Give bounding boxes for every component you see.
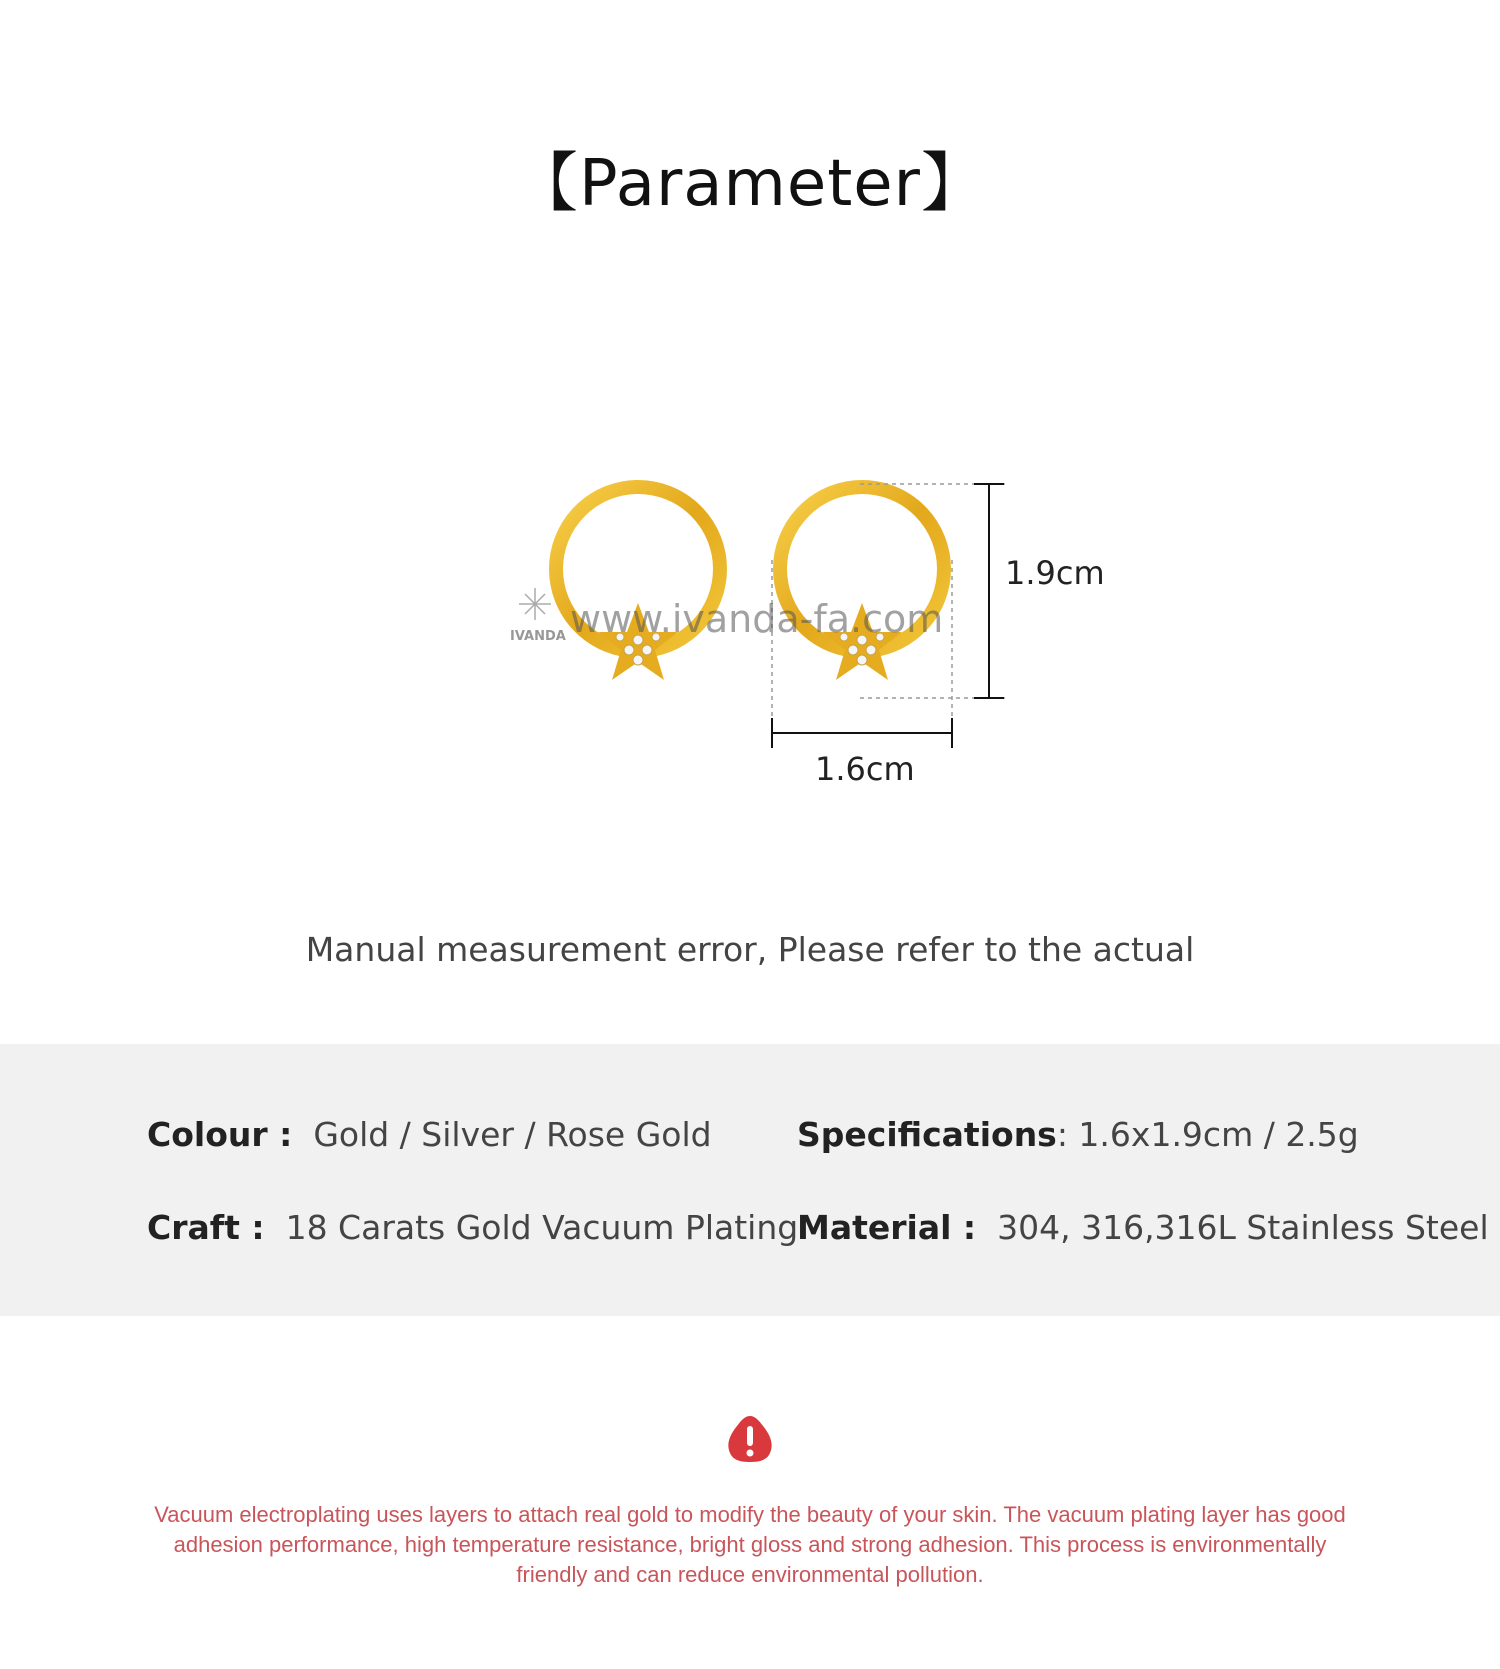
spec-colour-value: Gold / Silver / Rose Gold <box>313 1115 712 1154</box>
spec-craft-value: 18 Carats Gold Vacuum Plating <box>285 1208 799 1247</box>
spec-material <box>797 1208 1489 1247</box>
spec-panel <box>0 1044 1500 1316</box>
spec-material-label: Material : <box>797 1208 977 1247</box>
width-dimension-line <box>772 718 952 748</box>
product-image <box>490 460 1110 790</box>
right-earring <box>780 487 944 680</box>
spec-colour <box>147 1115 712 1154</box>
spec-specifications-value: : 1.6x1.9cm / 2.5g <box>1056 1115 1359 1154</box>
measurement-note: Manual measurement error, Please refer to the actual <box>305 930 1195 969</box>
watermark-url: www.ivanda-fa.com <box>570 597 944 641</box>
left-earring <box>556 487 720 680</box>
spec-specifications <box>797 1115 1359 1154</box>
spec-material-value: 304, 316,316L Stainless Steel <box>997 1208 1489 1247</box>
height-dimension-line <box>974 484 1004 698</box>
width-label: 1.6cm <box>815 750 915 788</box>
watermark <box>510 588 943 644</box>
spec-craft <box>147 1208 798 1247</box>
spec-specifications-label: Specifications <box>797 1115 1057 1154</box>
exclamation-icon <box>726 1414 774 1464</box>
height-label: 1.9cm <box>1005 554 1105 592</box>
warning-text: Vacuum electroplating uses layers to attach real gold to modify the beauty of your skin. The vacuum plating layer has good adhesion performance, high temperature resistance, bright gloss and strong adhesion. This process is environmentally friendly and can reduce environmental pollution. <box>154 1502 1346 1587</box>
page-title: 【Parameter】 <box>514 147 986 221</box>
spec-craft-label: Craft : <box>147 1208 265 1247</box>
watermark-brand: IVANDA <box>510 629 566 644</box>
spec-colour-label: Colour : <box>147 1115 293 1154</box>
sparkle-icon <box>519 588 551 620</box>
